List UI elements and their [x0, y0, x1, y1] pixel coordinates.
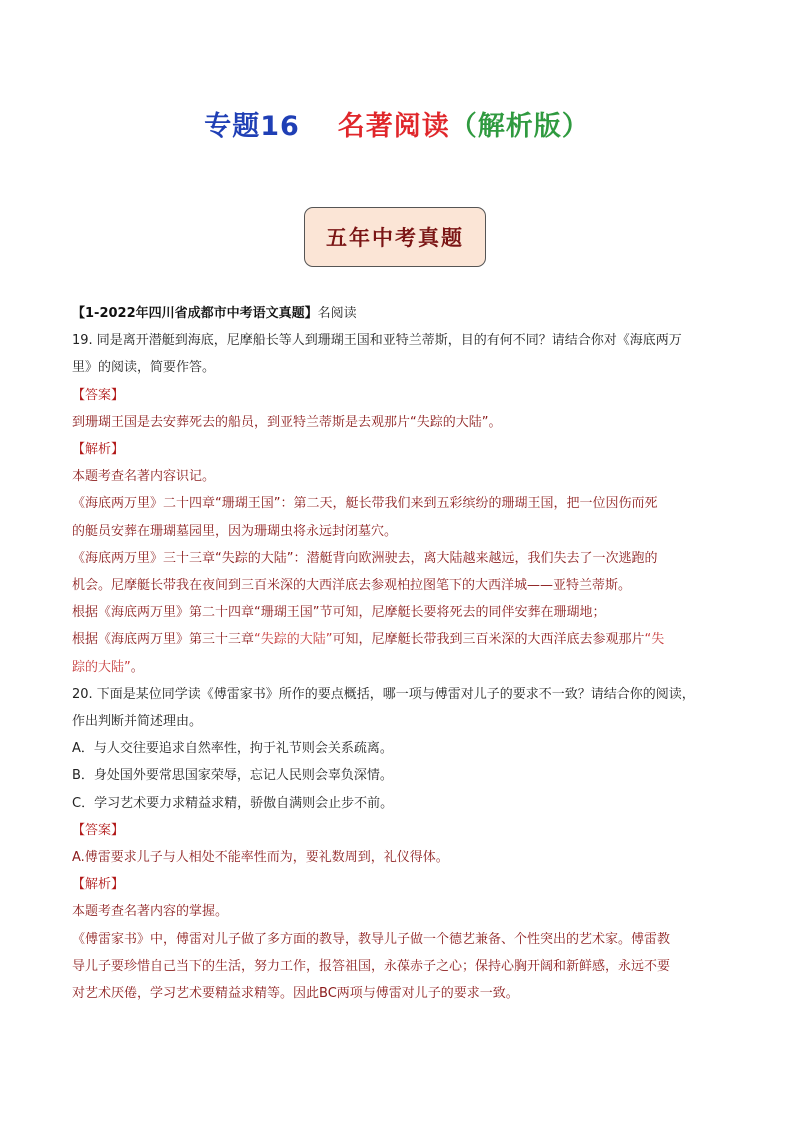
question-19-analysis-line: 《海底两万里》二十四章“珊瑚王国”：第二天，艇长带我们来到五彩缤纷的珊瑚王国，把一位因伤而死: [72, 496, 658, 512]
question-19-analysis-line: 《海底两万里》三十三章“失踪的大陆”：潜艇背向欧洲驶去，离大陆越来越远，我们失去了一次逃跑的: [72, 550, 658, 566]
question-19-analysis-line: 机会。尼摩艇长带我在夜间到三百米深的大西洋底去参观柏拉图笔下的大西洋城——亚特兰蒂斯。: [72, 578, 632, 594]
analysis-text: 可知，尼摩艇长带我到三百米深的大西洋底去参观那片: [332, 632, 645, 648]
question-20-line: 作出判断并简述理由。: [72, 714, 203, 730]
page-title: [0, 104, 794, 143]
analysis-quote: “失踪的大陆”: [254, 632, 333, 648]
question-19-answer: 到珊瑚王国是去安葬死去的船员，到亚特兰蒂斯是去观那片“失踪的大陆”。: [72, 414, 502, 430]
title-topic: 专题16: [204, 111, 300, 142]
analysis-text: 根据《海底两万里》第三十三章: [72, 632, 255, 648]
analysis-tag: 【解析】: [72, 442, 125, 458]
source-suffix: 名阅读: [317, 306, 357, 321]
question-19-analysis-line: 根据《海底两万里》第二十四章“珊瑚王国”节可知，尼摩艇长要将死去的同伴安葬在珊瑚地；: [72, 605, 606, 621]
question-20-analysis-line: 《傅雷家书》中，傅雷对儿子做了多方面的教导，教导儿子做一个德艺兼备、个性突出的艺术家。傅雷教: [72, 931, 671, 947]
title-edition: （解析版）: [449, 111, 590, 142]
analysis-tag: 【解析】: [72, 877, 125, 893]
analysis-quote: “失: [644, 632, 665, 648]
analysis-quote: 踪的大陆”: [72, 659, 131, 675]
question-20-option: B．身处国外要常思国家荣辱，忘记人民则会辜负深情。: [72, 768, 393, 784]
question-20-answer: A.傅雷要求儿子与人相处不能率性而为，要礼数周到，礼仪得体。: [72, 850, 449, 866]
source-bracket-open: 【: [72, 306, 86, 321]
analysis-text: 。: [130, 659, 144, 675]
answer-tag: 【答案】: [72, 387, 125, 403]
question-20-analysis-line: 对艺术厌倦，学习艺术要精益求精等。因此BC两项与傅雷对儿子的要求一致。: [72, 986, 519, 1002]
answer-tag: 【答案】: [72, 822, 125, 838]
document-body: [72, 300, 732, 1007]
source-bracket-close: 】: [304, 306, 318, 321]
section-heading: 五年中考真题: [326, 225, 464, 250]
question-20-line: 20. 下面是某位同学读《傅雷家书》所作的要点概括，哪一项与傅雷对儿子的要求不一致？请结合你的阅读，: [72, 686, 695, 702]
question-20-analysis-line: 导儿子要珍惜自己当下的生活，努力工作，报答祖国，永葆赤子之心；保持心胸开阔和新鲜感，永远不要: [72, 958, 671, 974]
question-19-analysis-line: [72, 654, 732, 681]
question-19-analysis-intro: 本题考查名著内容识记。: [72, 469, 216, 485]
question-19-analysis-line: [72, 626, 732, 653]
question-19-line: 19. 同是离开潜艇到海底，尼摩船长等人到珊瑚王国和亚特兰蒂斯，目的有何不同？请结合你对《海底两万: [72, 333, 682, 349]
question-20-analysis-intro: 本题考查名著内容的掌握。: [72, 904, 229, 920]
question-19-line: 里》的阅读，简要作答。: [72, 360, 216, 376]
section-heading-box: [304, 207, 486, 267]
title-name: 名著阅读: [337, 111, 450, 142]
question-20-option: A．与人交往要追求自然率性，拘于礼节则会关系疏离。: [72, 741, 393, 757]
question-20-option: C．学习艺术要力求精益求精，骄傲自满则会止步不前。: [72, 795, 394, 811]
question-source: [72, 300, 732, 327]
source-label: 1-2022年四川省成都市中考语文真题: [85, 306, 305, 321]
question-19-analysis-line: 的艇员安葬在珊瑚墓园里，因为珊瑚虫将永远封闭墓穴。: [72, 523, 398, 539]
